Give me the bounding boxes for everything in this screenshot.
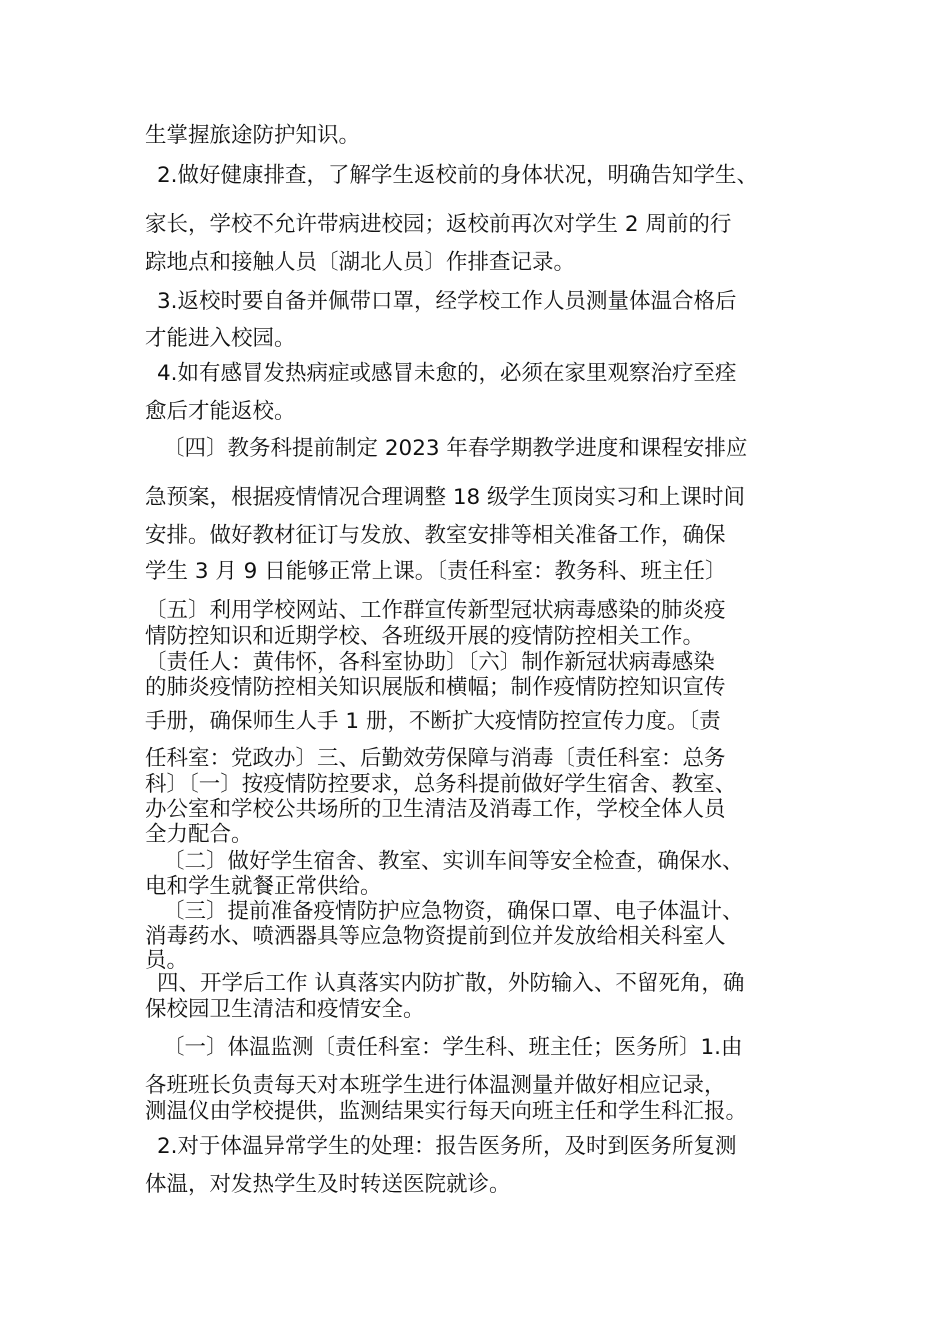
text-line: 〔五〕利用学校网站、工作群宣传新型冠状病毒感染的肺炎疫 — [145, 598, 726, 623]
text-line: 学生 3 月 9 日能够正常上课。〔责任科室：教务科、班主任〕 — [145, 559, 727, 584]
text-line: 2.对于体温异常学生的处理：报告医务所，及时到医务所复测 — [157, 1134, 737, 1159]
text-line: 〔三〕提前准备疫情防护应急物资，确保口罩、电子体温计、 — [163, 899, 744, 924]
text-line: 3.返校时要自备并佩带口罩，经学校工作人员测量体温合格后 — [157, 289, 737, 314]
text-line: 生掌握旅途防护知识。 — [145, 123, 361, 148]
text-line: 安排。做好教材征订与发放、教室安排等相关准备工作，确保 — [145, 523, 726, 548]
text-line: 任科室：党政办〕三、后勤效劳保障与消毒〔责任科室：总务 — [145, 746, 726, 771]
text-line: 各班班长负责每天对本班学生进行体温测量并做好相应记录， — [145, 1073, 726, 1098]
text-line: 2.做好健康排查，了解学生返校前的身体状况，明确告知学生、 — [157, 163, 759, 188]
text-line: 电和学生就餐正常供给。 — [145, 874, 382, 899]
text-line: 测温仪由学校提供，监测结果实行每天向班主任和学生科汇报。 — [145, 1099, 748, 1124]
text-line: 4.如有感冒发热病症或感冒未愈的，必须在家里观察治疗至痊 — [157, 361, 737, 386]
text-line: 才能进入校园。 — [145, 326, 296, 351]
text-line: 〔责任人：黄伟怀，各科室协助〕〔六〕制作新冠状病毒感染 — [145, 650, 715, 675]
text-line: 科〕〔一〕按疫情防控要求，总务科提前做好学生宿舍、教室、 — [145, 772, 737, 797]
text-line: 〔四〕教务科提前制定 2023 年春学期教学进度和课程安排应 — [163, 436, 748, 461]
text-line: 情防控知识和近期学校、各班级开展的疫情防控相关工作。 — [145, 624, 705, 649]
text-line: 踪地点和接触人员〔湖北人员〕作排查记录。 — [145, 250, 576, 275]
text-line: 家长，学校不允许带病进校园；返校前再次对学生 2 周前的行 — [145, 212, 732, 237]
text-line: 四、开学后工作 认真落实内防扩散，外防输入、不留死角，确 — [157, 971, 745, 996]
text-line: 保校园卫生清洁和疫情安全。 — [145, 997, 425, 1022]
text-line: 手册，确保师生人手 1 册，不断扩大疫情防控宣传力度。〔责 — [145, 709, 721, 734]
text-line: 全力配合。 — [145, 822, 253, 847]
text-line: 愈后才能返校。 — [145, 399, 296, 424]
text-line: 体温，对发热学生及时转送医院就诊。 — [145, 1172, 511, 1197]
text-line: 的肺炎疫情防控相关知识展版和横幅；制作疫情防控知识宣传 — [145, 675, 726, 700]
text-line: 〔二〕做好学生宿舍、教室、实训车间等安全检查，确保水、 — [163, 849, 744, 874]
text-line: 办公室和学校公共场所的卫生清洁及消毒工作，学校全体人员 — [145, 797, 726, 822]
text-line: 急预案，根据疫情情况合理调整 18 级学生顶岗实习和上课时间 — [145, 485, 746, 510]
text-line: 员。 — [145, 948, 189, 973]
text-line: 〔一〕体温监测〔责任科室：学生科、班主任；医务所〕1.由 — [163, 1035, 743, 1060]
text-line: 消毒药水、喷洒器具等应急物资提前到位并发放给相关科室人 — [145, 924, 726, 949]
